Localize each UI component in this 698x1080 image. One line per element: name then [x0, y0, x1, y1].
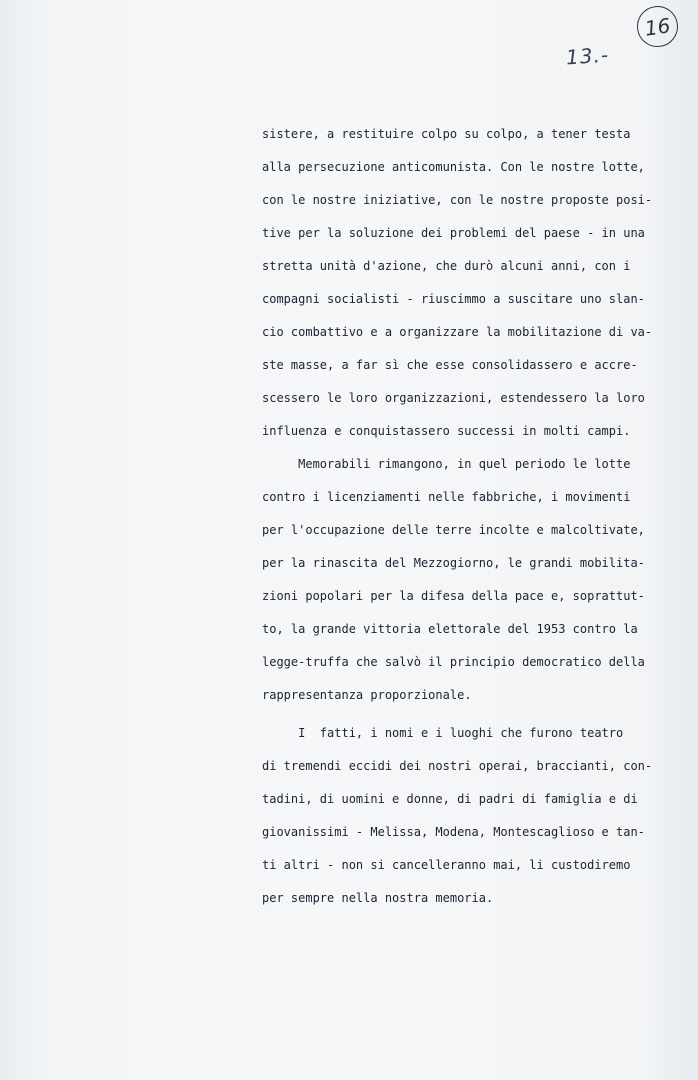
text-line: scessero le loro organizzazioni, estendessero la loro	[262, 391, 645, 405]
text-line: ti altri - non si cancelleranno mai, li custodiremo	[262, 858, 631, 872]
text-line: cio combattivo e a organizzare la mobilitazione di va-	[262, 325, 653, 339]
text-line: contro i licenziamenti nelle fabbriche, i movimenti	[262, 490, 631, 504]
text-line: con le nostre iniziative, con le nostre proposte posi-	[262, 193, 653, 207]
text-line: giovanissimi - Melissa, Modena, Montescaglioso e tan-	[262, 825, 645, 839]
text-line: stretta unità d'azione, che durò alcuni anni, con i	[262, 259, 631, 273]
text-line: Memorabili rimangono, in quel periodo le lotte	[262, 457, 631, 471]
text-line: di tremendi eccidi dei nostri operai, braccianti, con-	[262, 759, 653, 773]
text-line: rappresentanza proporzionale.	[262, 688, 472, 702]
text-line: sistere, a restituire colpo su colpo, a tener testa	[262, 127, 631, 141]
text-line: zioni popolari per la difesa della pace e, soprattut-	[262, 589, 645, 603]
text-line: per sempre nella nostra memoria.	[262, 891, 494, 905]
text-line: alla persecuzione anticomunista. Con le nostre lotte,	[262, 160, 645, 174]
text-line: per l'occupazione delle terre incolte e malcoltivate,	[262, 523, 645, 537]
text-line: per la rinascita del Mezzogiorno, le grandi mobilita-	[262, 556, 645, 570]
paragraph-1	[262, 124, 662, 454]
archive-stamp	[634, 3, 680, 49]
paragraph-3	[262, 723, 662, 921]
text-line: compagni socialisti - riuscimmo a suscitare uno slan-	[262, 292, 645, 306]
text-line: tive per la soluzione dei problemi del paese - in una	[262, 226, 645, 240]
text-line: to, la grande vittoria elettorale del 1953 contro la	[262, 622, 638, 636]
text-line: ste masse, a far sì che esse consolidassero e accre-	[262, 358, 638, 372]
text-line: tadini, di uomini e donne, di padri di famiglia e di	[262, 792, 638, 806]
text-line: legge-truffa che salvò il principio democratico della	[262, 655, 645, 669]
text-line: I fatti, i nomi e i luoghi che furono teatro	[262, 726, 624, 740]
archive-stamp-number: 16	[643, 12, 672, 41]
body-text	[262, 124, 662, 921]
text-line: influenza e conquistassero successi in molti campi.	[262, 424, 631, 438]
handwritten-page-number: 13.-	[565, 42, 610, 70]
paragraph-2	[262, 454, 662, 718]
